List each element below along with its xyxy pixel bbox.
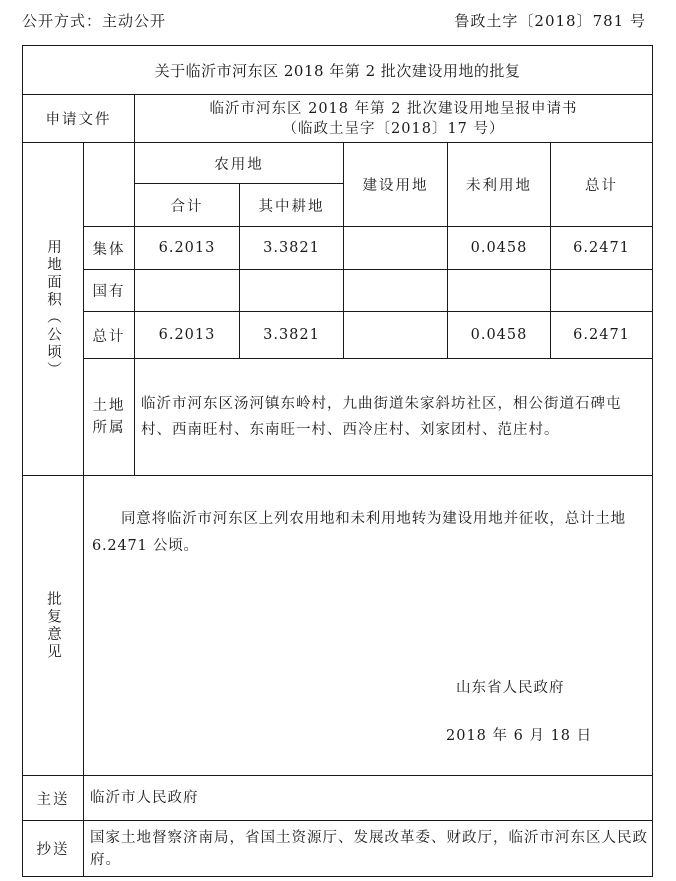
land-owner-label-cell: [84, 359, 135, 476]
document-title: 关于临沂市河东区 2018 年第 2 批次建设用地的批复: [23, 46, 653, 95]
approval-table: [22, 45, 653, 877]
application-file-label: 申请文件: [23, 95, 135, 143]
table-row: [23, 312, 653, 359]
cell-arable: 3.3821: [240, 312, 344, 359]
row-label: 国有: [84, 270, 135, 312]
col-arable: 其中耕地: [240, 184, 344, 227]
cc-label: 抄送: [23, 821, 84, 877]
row-label: 总计: [84, 312, 135, 359]
cell-unused: 0.0458: [448, 227, 551, 270]
cell-construction: [344, 312, 448, 359]
cell-unused: 0.0458: [448, 312, 551, 359]
cell-total: 6.2471: [551, 227, 653, 270]
col-total: 总计: [551, 143, 653, 227]
cell-arable: [240, 270, 344, 312]
application-file-value: [135, 95, 653, 143]
cell-construction: [344, 270, 448, 312]
cell-total: [551, 270, 653, 312]
table-row: [23, 270, 653, 312]
application-file-line2: （临政土呈字〔2018〕17 号）: [282, 120, 505, 137]
opinion-label-cell: [23, 476, 84, 776]
land-owner-value: 临沂市河东区汤河镇东岭村，九曲街道朱家斜坊社区，相公街道石碑屯村、西南旺村、东南旺一村、西冷庄村、刘家团村、范庄村。: [135, 359, 653, 476]
cell-subtotal: [135, 270, 240, 312]
col-farm-land: 农用地: [135, 143, 344, 184]
disclosure-method: 公开方式：主动公开: [22, 12, 167, 30]
opinion-text: 同意将临沂市河东区上列农用地和未利用地转为建设用地并征收，总计土地 6.2471 公顷。: [92, 511, 626, 554]
row-label: 集体: [84, 227, 135, 270]
document-number: 鲁政土字〔2018〕781 号: [454, 12, 646, 30]
cell-arable: 3.3821: [240, 227, 344, 270]
col-subtotal: 合计: [135, 184, 240, 227]
cell-construction: [344, 227, 448, 270]
cell-subtotal: 6.2013: [135, 227, 240, 270]
land-owner-label: 土地所属: [92, 398, 126, 436]
main-send-label: 主送: [23, 776, 84, 821]
signer: 山东省人民政府: [456, 680, 565, 696]
col-construction-land: 建设用地: [344, 143, 448, 227]
opinion-cell: [84, 476, 653, 776]
opinion-label: 批复意见: [45, 590, 61, 661]
application-file-line1: 临沂市河东区 2018 年第 2 批次建设用地呈报申请书: [209, 100, 578, 117]
table-row: [23, 227, 653, 270]
blank-corner-cell: [84, 143, 135, 227]
cell-total: 6.2471: [551, 312, 653, 359]
cell-unused: [448, 270, 551, 312]
area-label-cell: [23, 143, 84, 476]
col-unused-land: 未利用地: [448, 143, 551, 227]
area-label: 用地面积（公顷）: [45, 239, 61, 379]
main-send-value: 临沂市人民政府: [84, 776, 653, 821]
cell-subtotal: 6.2013: [135, 312, 240, 359]
cc-value: 国家土地督察济南局，省国土资源厅、发展改革委、财政厅，临沂市河东区人民政府。: [84, 821, 653, 877]
approval-date: 2018 年 6 月 18 日: [446, 728, 593, 744]
